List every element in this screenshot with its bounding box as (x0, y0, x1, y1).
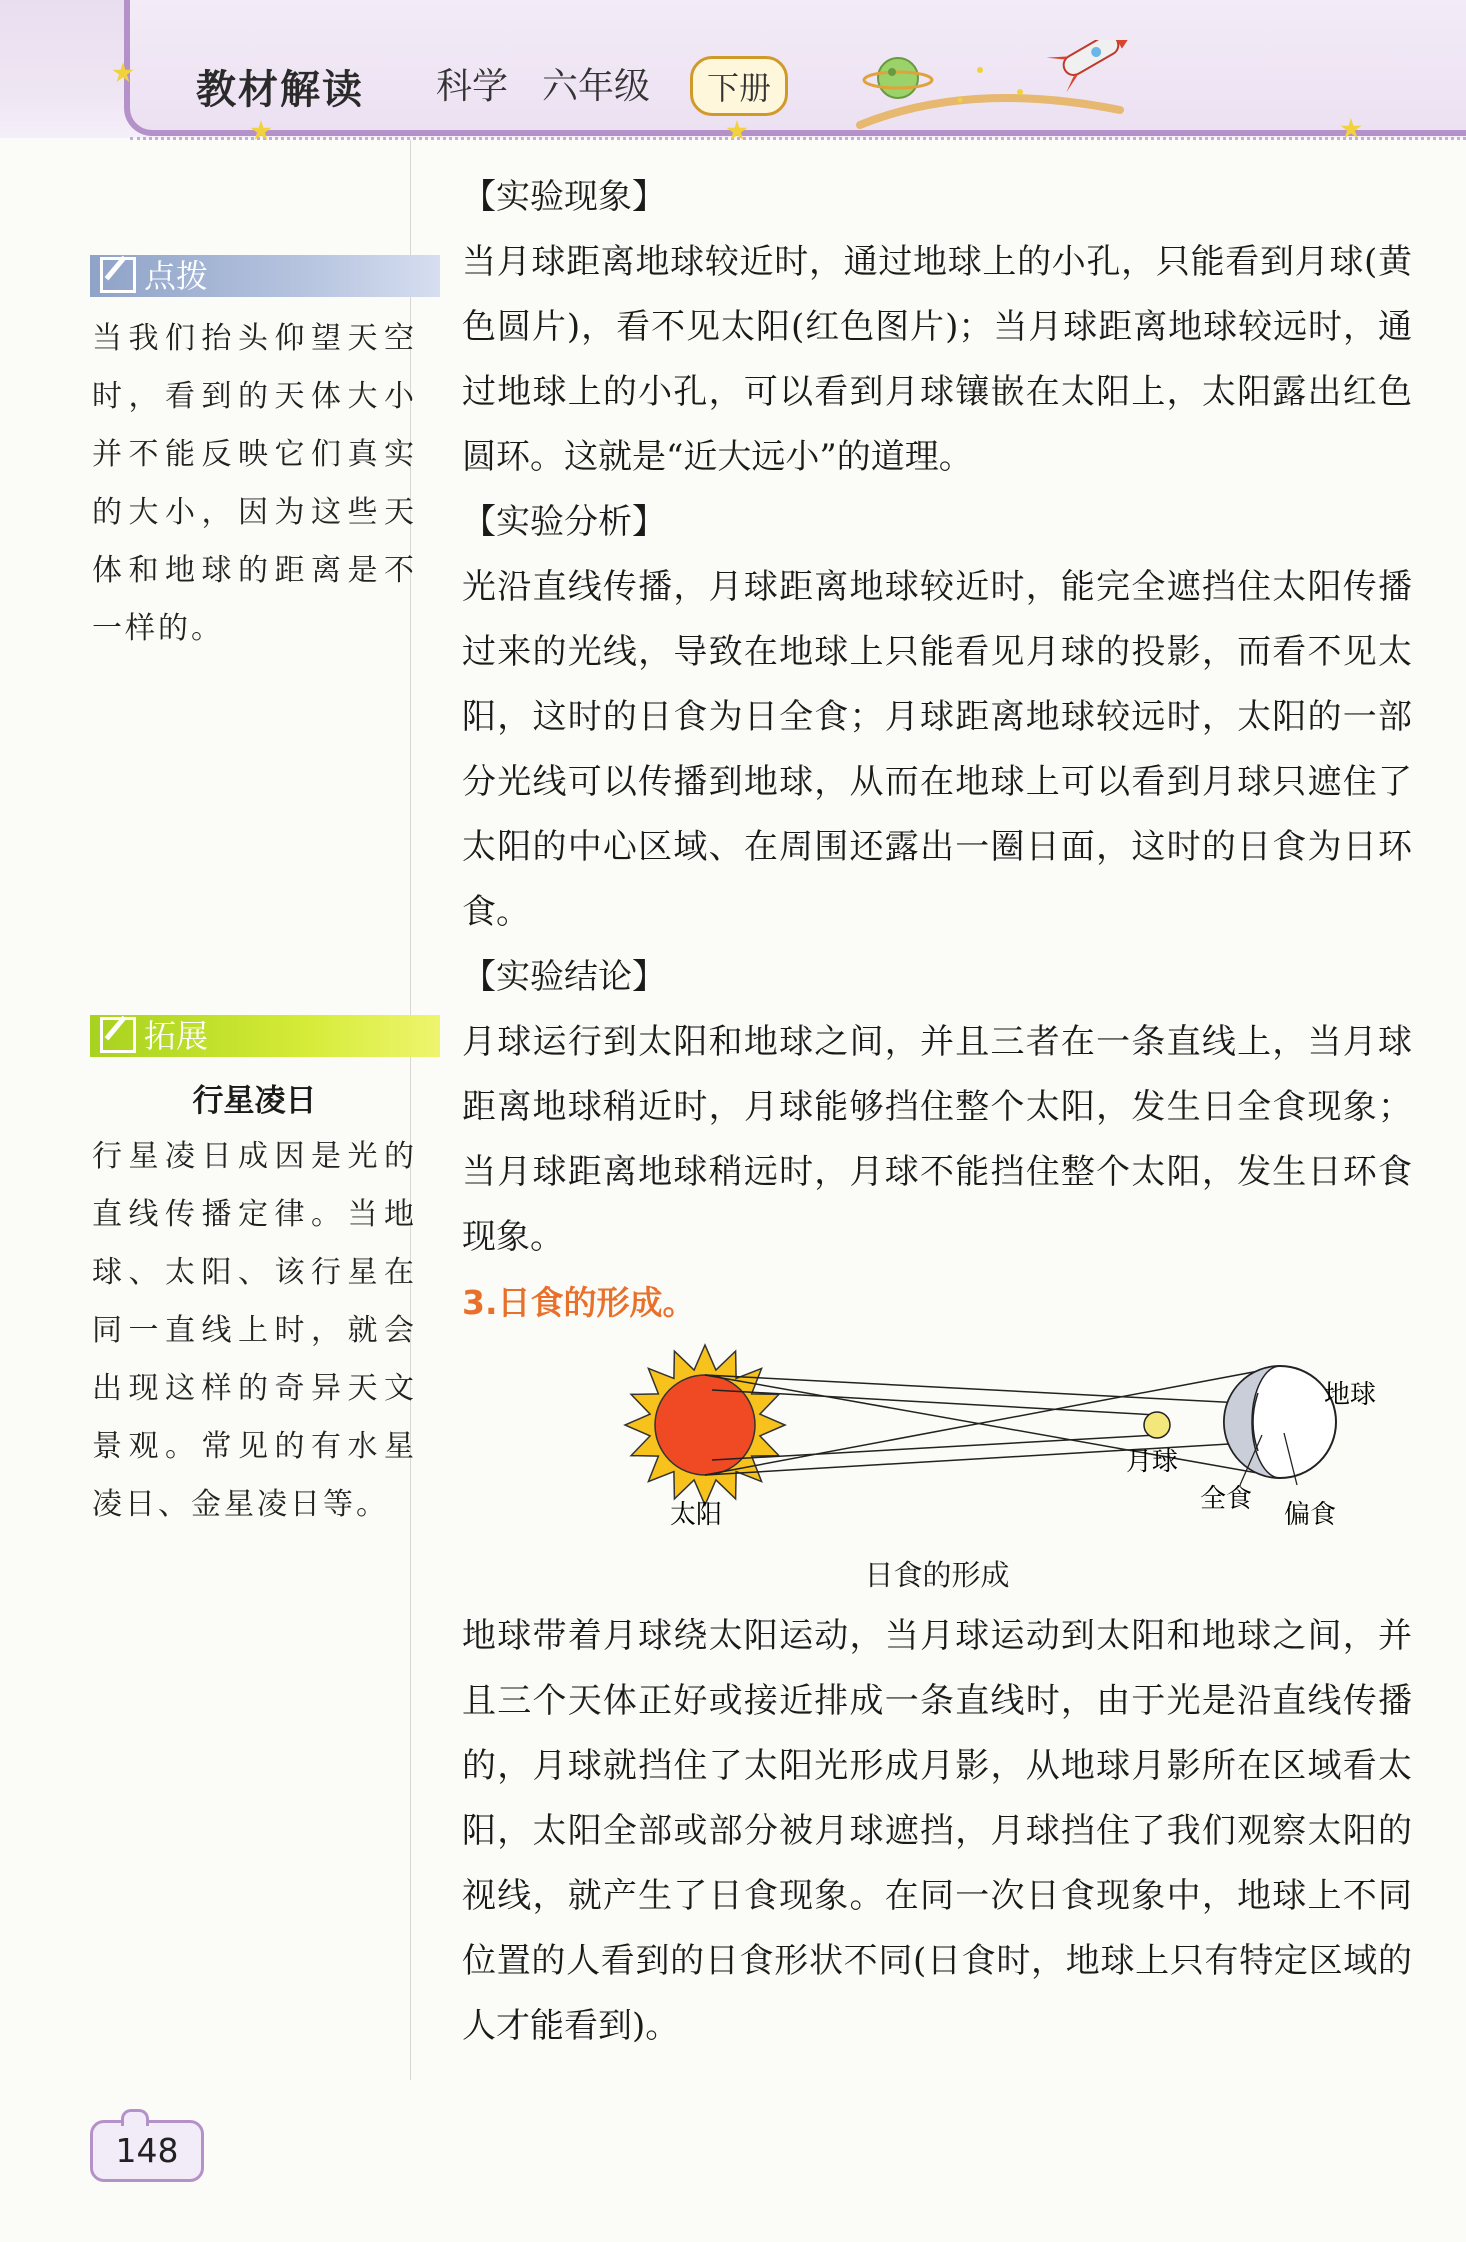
total-eclipse-label: 全食 (1200, 1484, 1253, 1514)
extension-tag (90, 1015, 440, 1057)
pencil-note-icon (100, 257, 136, 293)
figure-caption: 日食的形成 (864, 1558, 1010, 1592)
page-header (0, 0, 1466, 138)
volume-badge: 下册 (690, 56, 788, 116)
grade-label: 六年级 (542, 66, 651, 107)
extension-label: 拓展 (144, 1017, 209, 1055)
moon-icon (1144, 1412, 1170, 1438)
light-rays (705, 1367, 1280, 1477)
pencil-note-icon (100, 1017, 136, 1053)
sun-icon (625, 1345, 785, 1505)
moon-label: 月球 (1126, 1447, 1179, 1477)
eclipse-diagram (462, 1335, 1412, 1550)
partial-eclipse-label: 偏食 (1284, 1500, 1337, 1530)
conclusion-text: 月球运行到太阳和地球之间，并且三者在一条直线上，当月球距离地球稍近时，月球能够挡住整个太阳，发生日全食现象；当月球距离地球稍远时，月球不能挡住整个太阳，发生日环食现象。 (462, 1022, 1412, 1257)
analysis-heading: 【实验分析】 (462, 502, 666, 542)
conclusion-heading: 【实验结论】 (462, 957, 666, 997)
extension-title: 行星凌日 (192, 1083, 317, 1119)
tips-tag (90, 255, 440, 297)
main-content (462, 165, 1412, 2059)
tips-text: 当我们抬头仰望天空时，看到的天体大小并不能反映它们真实的大小，因为这些天体和地球的距离是不一样的。 (92, 321, 417, 646)
analysis-text: 光沿直线传播，月球距离地球较近时，能完全遮挡住太阳传播过来的光线，导致在地球上只能看见月球的投影，而看不见太阳，这时的日食为日全食；月球距离地球较远时，太阳的一部分光线可以传播到地球，从而在地球上可以看到月球只遮住了太阳的中心区域、在周围还露出一圈日面，这时的日食为日环食。 (462, 567, 1412, 932)
subject-label: 科学 (436, 66, 509, 107)
phenomenon-text: 当月球距离地球较近时，通过地球上的小孔，只能看到月球(黄色圆片)，看不见太阳(红色图片)；当月球距离地球较远时，通过地球上的小孔，可以看到月球镶嵌在太阳上，太阳露出红色圆环。这就是“近大远小”的道理。 (462, 242, 1412, 477)
section-title: 3.日食的形成。 (462, 1283, 696, 1322)
eclipse-diagram-svg (462, 1335, 1412, 1550)
page-number: 148 (90, 2120, 204, 2182)
tips-label: 点拨 (144, 257, 209, 295)
sun-label: 太阳 (670, 1500, 723, 1530)
earth-label: 地球 (1324, 1380, 1377, 1410)
planet-rocket-illustration (850, 40, 1160, 130)
formation-text: 地球带着月球绕太阳运动，当月球运动到太阳和地球之间，并且三个天体正好或接近排成一条直线时，由于光是沿直线传播的，月球就挡住了太阳光形成月影，从地球月影所在区域看太阳，太阳全部或部分被月球遮挡，月球挡住了我们观察太阳的视线，就产生了日食现象。在同一次日食现象中，地球上不同位置的人看到的日食形状不同(日食时，地球上只有特定区域的人才能看到)。 (462, 1616, 1412, 2046)
book-title: 教材解读 (196, 67, 364, 113)
extension-text: 行星凌日成因是光的直线传播定律。当地球、太阳、该行星在同一直线上时，就会出现这样的奇异天文景观。常见的有水星凌日、金星凌日等。 (92, 1139, 417, 1522)
earth-icon (1224, 1366, 1336, 1478)
phenomenon-heading: 【实验现象】 (462, 177, 666, 217)
